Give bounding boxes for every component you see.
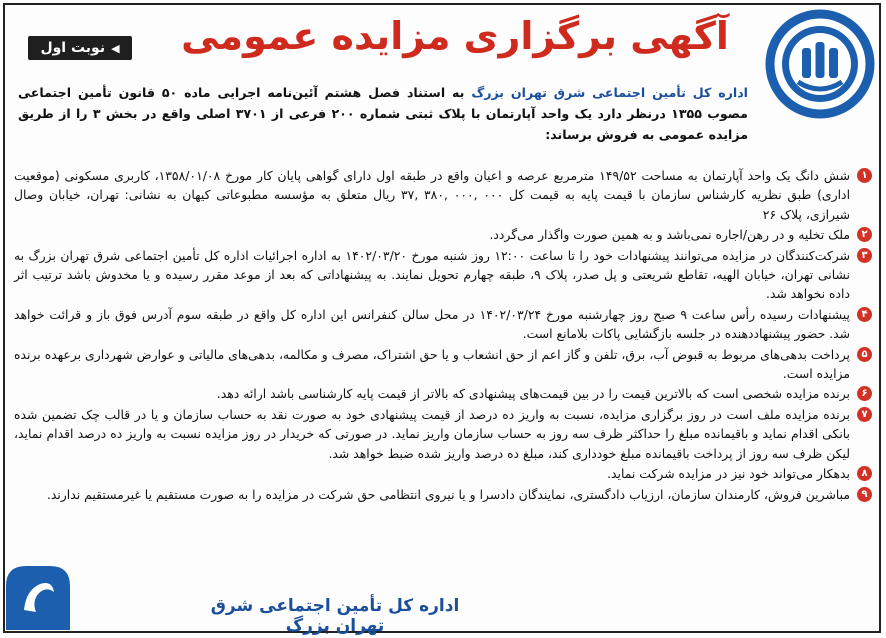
first-round-badge [28,36,132,60]
item-text: شرکت‌کنندگان در مزایده می‌توانند پیشنهادات خود را تا ساعت ۱۲:۰۰ روز شنبه مورخ ۱۴۰۲/۰۳/۲۰ به اداره اجرائیات اداره کل تأمین اجتماعی شرق تهران بزرگ به نشانی تهران، خیابان الهیه، تقاطع شریعتی و پل صدر، پلاک ۹، طبقه چهارم تحویل نمایند. به پیشنهاداتی که بعد از موعد مقرر رسیده و یا مخدوش باشد ترتیب اثر داده نخواهد شد. [14,247,850,302]
item-text: ملک تخلیه و در رهن/اجاره نمی‌باشد و به همین صورت واگذار می‌گردد. [489,227,850,243]
intro-paragraph [18,82,748,145]
play-arrow-icon: ◀ [111,41,120,55]
corner-ornament [6,566,70,630]
list-item [14,384,872,403]
conditions-list [14,166,872,505]
item-text: پرداخت بدهی‌های مربوط به قبوض آب، برق، تلفن و گاز اعم از حق انشعاب و یا حق اشتراک، مصرف و مکالمه، بدهی‌های مالیاتی و عوارض شهرداری برعهده برنده مزایده است. [14,346,850,382]
item-number: ۹ [857,487,872,502]
list-item [14,246,872,304]
item-number: ۳ [857,248,872,263]
item-text: برنده مزایده ملف است در روز برگزاری مزایده، نسبت به واریز ده درصد از قیمت پیشنهادی خود به صورت نقد به حساب سازمان و یا در قالب چک تضمین شده بانکی اقدام نماید و باقیمانده مبلغ را حداکثر ظرف سه روز به حساب سازمان واریز نماید. در صورتی که خریدار در روز مزایده نسبت به واریز ده درصد اقدام نماید، لیکن ظرف سه روز از پرداخت باقیمانده مبلغ خودداری کند، مبلغ ده درصد واریز شده ضبط خواهد شد. [14,406,850,461]
item-text: پیشنهادات رسیده رأس ساعت ۹ صبح روز چهارشنبه مورخ ۱۴۰۲/۰۳/۲۴ در محل سالن کنفرانس این اداره کل واقع در طبقه سوم آدرس فوق باز و قرائت خواهد شد. حضور پیشنهاددهنده در جلسه بازگشایی پاکات بلامانع است. [14,306,850,342]
list-item [14,345,872,384]
item-text: مباشرین فروش، کارمندان سازمان، ارزیاب دادگستری، نمایندگان دادسرا و یا نیروی انتظامی حق شرکت در مزایده را به صورت مستقیم یا غیرمستقیم ندارند. [46,486,850,502]
item-number: ۴ [857,307,872,322]
list-item [14,305,872,344]
badge-label: نوبت اول [40,40,106,56]
item-number: ۶ [857,386,872,401]
list-item [14,405,872,463]
social-security-logo [764,8,876,120]
item-text: شش دانگ یک واحد آپارتمان به مساحت ۱۴۹/۵۲ مترمربع عرصه و اعیان واقع در طبقه اول دارای گواهی پایان کار مورخ ۱۳۵۸/۰۱/۰۸، کاربری مسکونی (موقعیت اداری) طبق نظریه کارشناس سازمان با قیمت پایه به قیمت کل ۰۰۰ ,۰۰۰ ,۳۸۰ ,۳۷ ریال متعلق به مؤسسه مطبوعاتی کیهان به نشانی: تهران، خیابان وصال شیرازی، پلاک ۲۶ [14,168,851,222]
item-number: ۲ [857,227,872,242]
item-text: برنده مزایده شخصی است که بالاترین قیمت را در بین قیمت‌های پیشنهادی که بالاتر از قیمت پایه کارشناسی باشد ارائه دهد. [216,386,850,402]
item-number: ۱ [857,168,872,183]
item-number: ۷ [857,407,872,422]
intro-org: اداره کل تأمین اجتماعی شرق تهران بزرگ [471,85,748,100]
page-title: آگهی برگزاری مزایده عمومی [181,14,729,58]
item-number: ۸ [857,466,872,481]
item-number: ۵ [857,347,872,362]
list-item [14,464,872,483]
list-item [14,166,872,224]
footer-org: اداره کل تأمین اجتماعی شرق تهران بزرگ [210,596,460,636]
intro-text: به استناد فصل هشتم آئین‌نامه اجرایی ماده ۵۰ قانون تأمین اجتماعی مصوب ۱۳۵۵ درنظر دارد یک واحد آپارتمان با پلاک ثبتی شماره ۲۰۰ فرعی از ۳۷۰۱ اصلی واقع در بخش ۳ را از طریق مزایده عمومی به فروش برساند: [18,85,748,142]
list-item [14,485,872,504]
item-text: بدهکار می‌تواند خود نیز در مزایده شرکت نماید. [607,466,850,482]
list-item [14,225,872,244]
